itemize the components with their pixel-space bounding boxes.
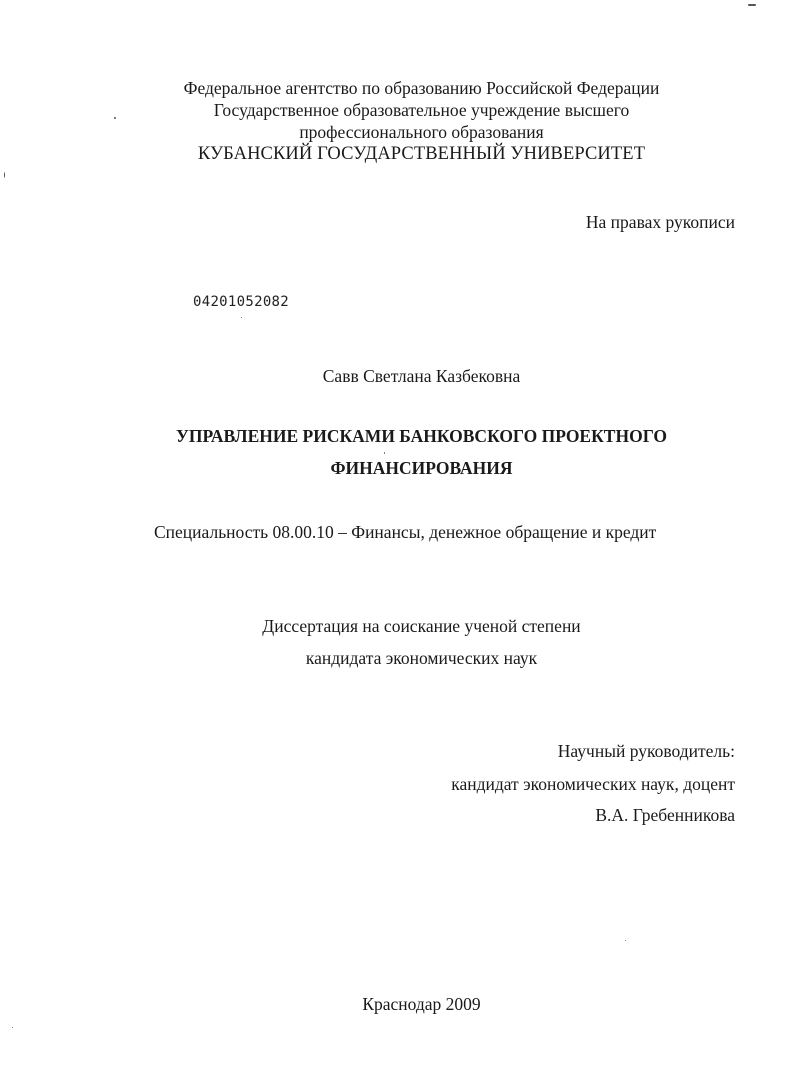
- degree-statement-line-1: Диссертация на соискание ученой степени: [262, 616, 581, 636]
- specialty: Специальность 08.00.10 – Финансы, денежное обращение и кредит: [154, 522, 657, 542]
- scan-speck: [241, 317, 242, 318]
- scan-speck: [748, 4, 756, 6]
- dissertation-title-line-1: УПРАВЛЕНИЕ РИСКАМИ БАНКОВСКОГО ПРОЕКТНОГО: [176, 426, 667, 446]
- scan-speck: [114, 117, 116, 119]
- scan-speck: [12, 1027, 13, 1028]
- catalog-number: 04201052082: [193, 294, 290, 310]
- author-name: Савв Светлана Казбековна: [322, 366, 521, 386]
- scan-speck: [625, 940, 626, 941]
- manuscript-rights-note: На правах рукописи: [585, 212, 735, 232]
- supervisor-label: Научный руководитель:: [557, 741, 735, 761]
- place-and-year: Краснодар 2009: [362, 994, 481, 1014]
- university-name: КУБАНСКИЙ ГОСУДАРСТВЕННЫЙ УНИВЕРСИТЕТ: [197, 144, 646, 164]
- scan-speck: [384, 452, 385, 454]
- supervisor-degree: кандидат экономических наук, доцент: [451, 774, 735, 794]
- institution-line-2: профессионального образования: [299, 122, 544, 142]
- dissertation-title-line-2: ФИНАНСИРОВАНИЯ: [330, 458, 513, 478]
- institution-line-1: Государственное образовательное учреждение высшего: [213, 100, 630, 120]
- agency-name: Федеральное агентство по образованию Российской Федерации: [183, 78, 660, 98]
- degree-statement-line-2: кандидата экономических наук: [305, 648, 538, 668]
- scan-speck: [4, 172, 5, 178]
- supervisor-name: В.А. Гребенникова: [595, 805, 735, 825]
- institution-header: [0, 77, 793, 165]
